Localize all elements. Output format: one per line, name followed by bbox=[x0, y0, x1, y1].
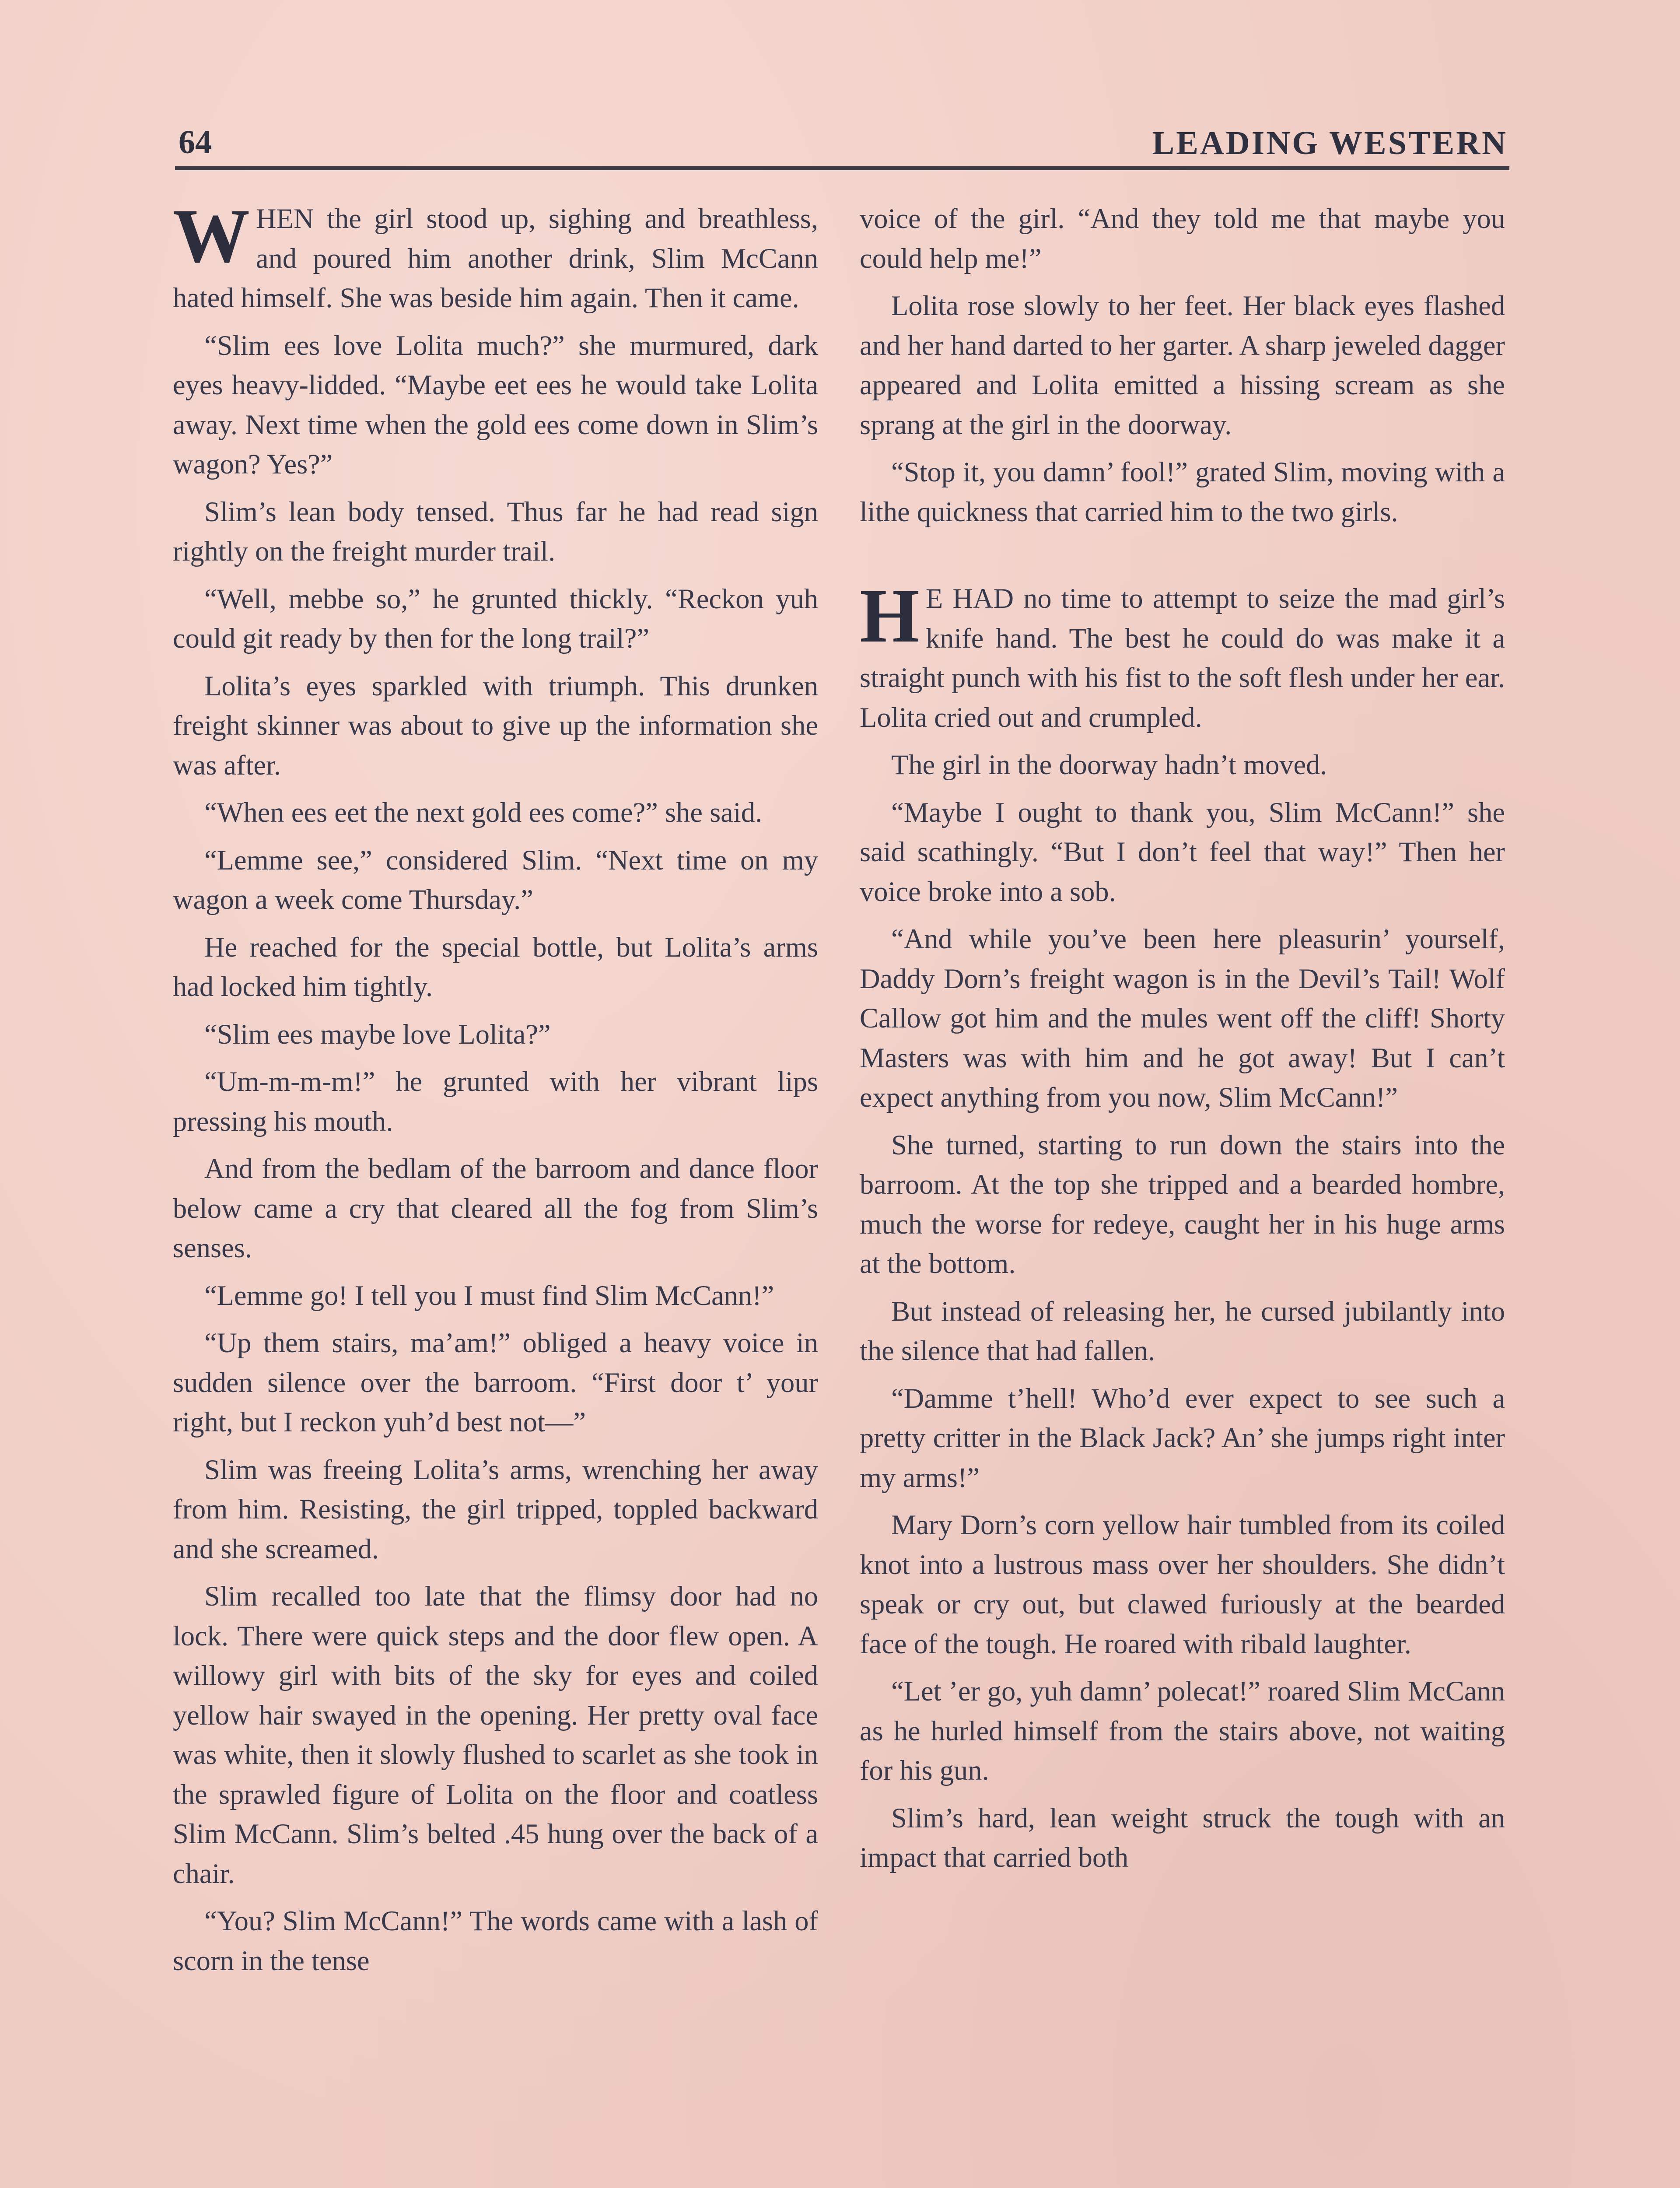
paragraph: “Slim ees maybe love Lolita?” bbox=[204, 1018, 551, 1050]
paragraph: He reached for the special bottle, but Lolita’s arms had locked him tightly. bbox=[173, 931, 818, 1002]
paragraph: “Slim ees love Lolita much?” she murmured, dark eyes heavy-lidded. “Maybe eet ees he would take Lolita away. Next time when the gold ees come down in Slim’s wagon? Yes?” bbox=[173, 330, 818, 480]
paragraph: And from the bedlam of the barroom and dance floor below came a cry that cleared all the fog from Slim’s senses. bbox=[173, 1153, 818, 1263]
section-opening-paragraph bbox=[860, 573, 1505, 737]
page-header bbox=[175, 118, 1509, 170]
paragraph: “Lemme see,” considered Slim. “Next time on my wagon a week come Thursday.” bbox=[173, 844, 818, 915]
paragraph: Slim recalled too late that the flimsy door had no lock. There were quick steps and the door flew open. A willowy girl with bits of the sky for eyes and coiled yellow hair swayed in the opening. Her pretty oval face was white, then it slowly flushed to scarlet as she took in the sprawled figure of Lolita on the floor and coatless Slim McCann. Slim’s belted .45 hung over the back of a chair. bbox=[173, 1581, 818, 1889]
paragraph: “Up them stairs, ma’am!” obliged a heavy voice in sudden silence over the barroom. “First door t’ your right, but I reckon yuh’d best not—” bbox=[173, 1327, 818, 1438]
paragraph: “Damme t’hell! Who’d ever expect to see such a pretty critter in the Black Jack? An’ she jumps right inter my arms!” bbox=[860, 1382, 1505, 1493]
magazine-title: LEADING WESTERN bbox=[1152, 125, 1508, 161]
drop-cap: H bbox=[860, 573, 920, 659]
page-number: 64 bbox=[178, 124, 212, 161]
right-column bbox=[860, 199, 1505, 1886]
opening-paragraph bbox=[173, 193, 818, 318]
paragraph: The girl in the doorway hadn’t moved. bbox=[891, 749, 1327, 780]
paragraph: Slim’s hard, lean weight struck the tough with an impact that carried both bbox=[860, 1802, 1505, 1873]
paragraph: “Well, mebbe so,” he grunted thickly. “Reckon yuh could git ready by then for the long trail?” bbox=[173, 583, 818, 654]
paragraph: But instead of releasing her, he cursed jubilantly into the silence that had fallen. bbox=[860, 1295, 1505, 1366]
paragraph: Slim was freeing Lolita’s arms, wrenching her away from him. Resisting, the girl tripped, toppled backward and she screamed. bbox=[173, 1454, 818, 1564]
paragraph: “Lemme go! I tell you I must find Slim McCann!” bbox=[204, 1280, 774, 1311]
paragraph: “You? Slim McCann!” The words came with a lash of scorn in the tense bbox=[173, 1905, 818, 1976]
paragraph: Lolita rose slowly to her feet. Her black eyes flashed and her hand darted to her garter. A sharp jeweled dagger appeared and Lolita emitted a hissing scream as she sprang at the girl in the doorway. bbox=[860, 290, 1505, 440]
section-break bbox=[860, 540, 1505, 579]
left-column bbox=[173, 193, 818, 1988]
opening-text: HEN the girl stood up, sighing and breathless, and poured him another drink, Slim McCann hated himself. She was beside him again. Then it came. bbox=[173, 203, 818, 313]
paragraph: Lolita’s eyes sparkled with triumph. This drunken freight skinner was about to give up the information she was after. bbox=[173, 670, 818, 781]
paragraph: “Stop it, you damn’ fool!” grated Slim, moving with a lithe quickness that carried him to the two girls. bbox=[860, 456, 1505, 527]
paragraph: “Um-m-m-m!” he grunted with her vibrant lips pressing his mouth. bbox=[173, 1066, 818, 1137]
paragraph: “Maybe I ought to thank you, Slim McCann!” she said scathingly. “But I don’t feel that way!” Then her voice broke into a sob. bbox=[860, 796, 1505, 907]
paragraph: “When ees eet the next gold ees come?” she said. bbox=[204, 797, 763, 828]
continuation-paragraph: voice of the girl. “And they told me that maybe you could help me!” bbox=[860, 203, 1505, 274]
paragraph: “Let ’er go, yuh damn’ polecat!” roared Slim McCann as he hurled himself from the stairs above, not waiting for his gun. bbox=[860, 1676, 1505, 1786]
paragraph: “And while you’ve been here pleasurin’ yourself, Daddy Dorn’s freight wagon is in the Devil’s Tail! Wolf Callow got him and the mules went off the cliff! Shorty Masters was with him and he got away! But I can’t expect anything from you now, Slim McCann!” bbox=[860, 923, 1505, 1113]
paragraph: She turned, starting to run down the stairs into the barroom. At the top she tripped and a bearded hombre, much the worse for redeye, caught her in his huge arms at the bottom. bbox=[860, 1129, 1505, 1279]
paragraph: Slim’s lean body tensed. Thus far he had read sign rightly on the freight murder trail. bbox=[173, 496, 818, 567]
paragraph: Mary Dorn’s corn yellow hair tumbled from its coiled knot into a lustrous mass over her shoulders. She didn’t speak or cry out, but clawed furiously at the bearded face of the tough. He roared with ribald laughter. bbox=[860, 1509, 1505, 1659]
drop-cap: W bbox=[173, 193, 250, 279]
section-opening-text: E HAD no time to attempt to seize the mad girl’s knife hand. The best he could do was make it a straight punch with his fist to the soft flesh under her ear. Lolita cried out and crumpled. bbox=[860, 583, 1505, 733]
